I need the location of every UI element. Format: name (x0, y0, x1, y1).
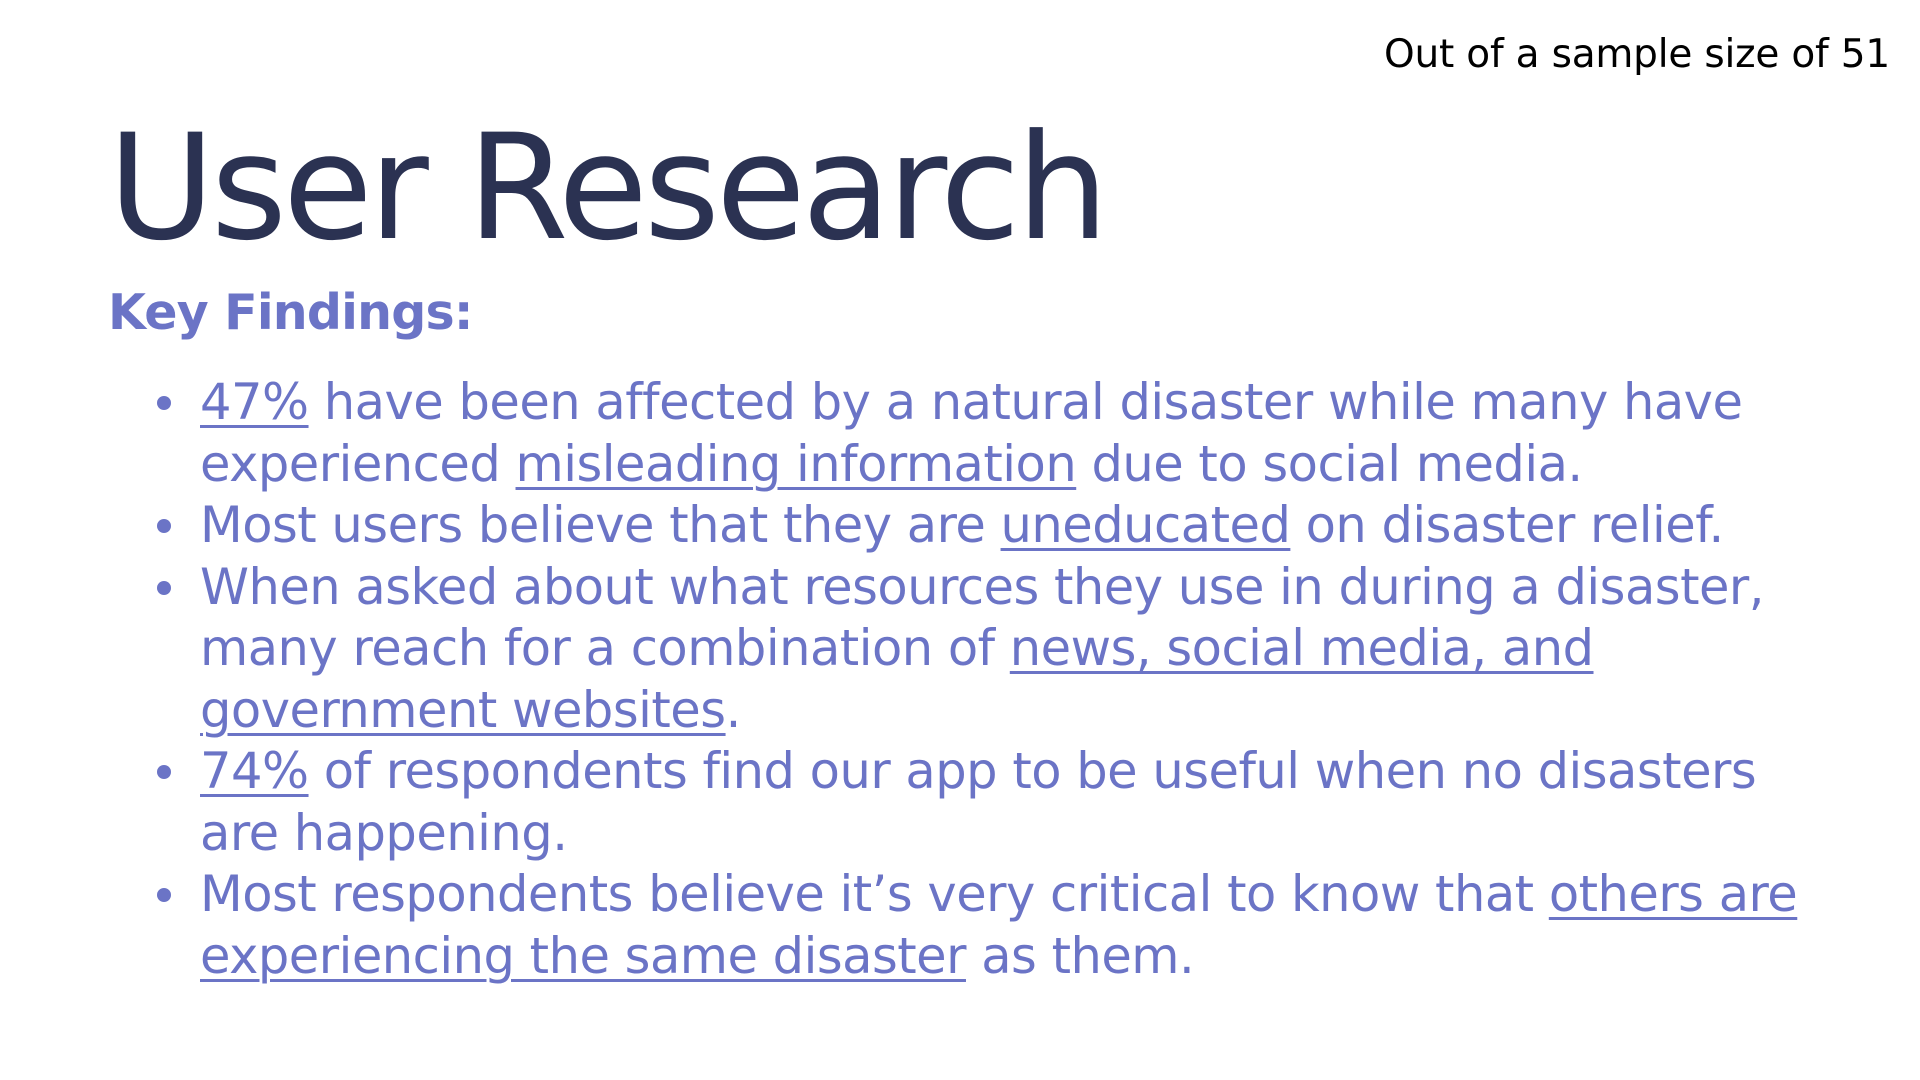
highlight-stat-74: 74% (200, 742, 309, 800)
bullet-icon (157, 888, 171, 902)
bullet-icon (157, 519, 171, 533)
finding-text: When asked about what resources they use in during a disaster, many reach for a combination of (200, 557, 1765, 677)
bullet-icon (157, 581, 171, 595)
finding-item-uneducated (200, 495, 1840, 557)
findings-list (200, 372, 1840, 987)
highlight-stat-47: 47% (200, 373, 309, 431)
highlight-others-experiencing: others are experiencing the same disaster (200, 865, 1798, 985)
highlight-uneducated: uneducated (1000, 496, 1291, 554)
highlight-news-social-government: news, social media, and government websites (200, 619, 1594, 739)
bullet-icon (157, 765, 171, 779)
finding-text: as them. (965, 926, 1195, 985)
key-findings-heading: Key Findings: (108, 284, 473, 341)
page-title: User Research (108, 103, 1105, 273)
finding-item-others-experiencing (200, 864, 1840, 987)
finding-item-app-useful (200, 741, 1840, 864)
sample-size-note: Out of a sample size of 51 (1383, 32, 1890, 77)
finding-text: have been affected by a natural disaster while many have experienced (200, 373, 1743, 493)
finding-text: on disaster relief. (1290, 496, 1724, 554)
finding-item-resources (200, 557, 1840, 742)
bullet-icon (157, 396, 171, 410)
finding-item-affected (200, 372, 1840, 495)
finding-text: of respondents find our app to be useful when no disasters are happening. (200, 742, 1757, 862)
highlight-misleading-information: misleading information (515, 434, 1077, 493)
finding-text: due to social media. (1076, 434, 1583, 493)
finding-text: Most respondents believe it’s very critical to know that (200, 865, 1549, 923)
finding-text: . (725, 680, 741, 739)
finding-text: Most users believe that they are (200, 496, 1001, 554)
